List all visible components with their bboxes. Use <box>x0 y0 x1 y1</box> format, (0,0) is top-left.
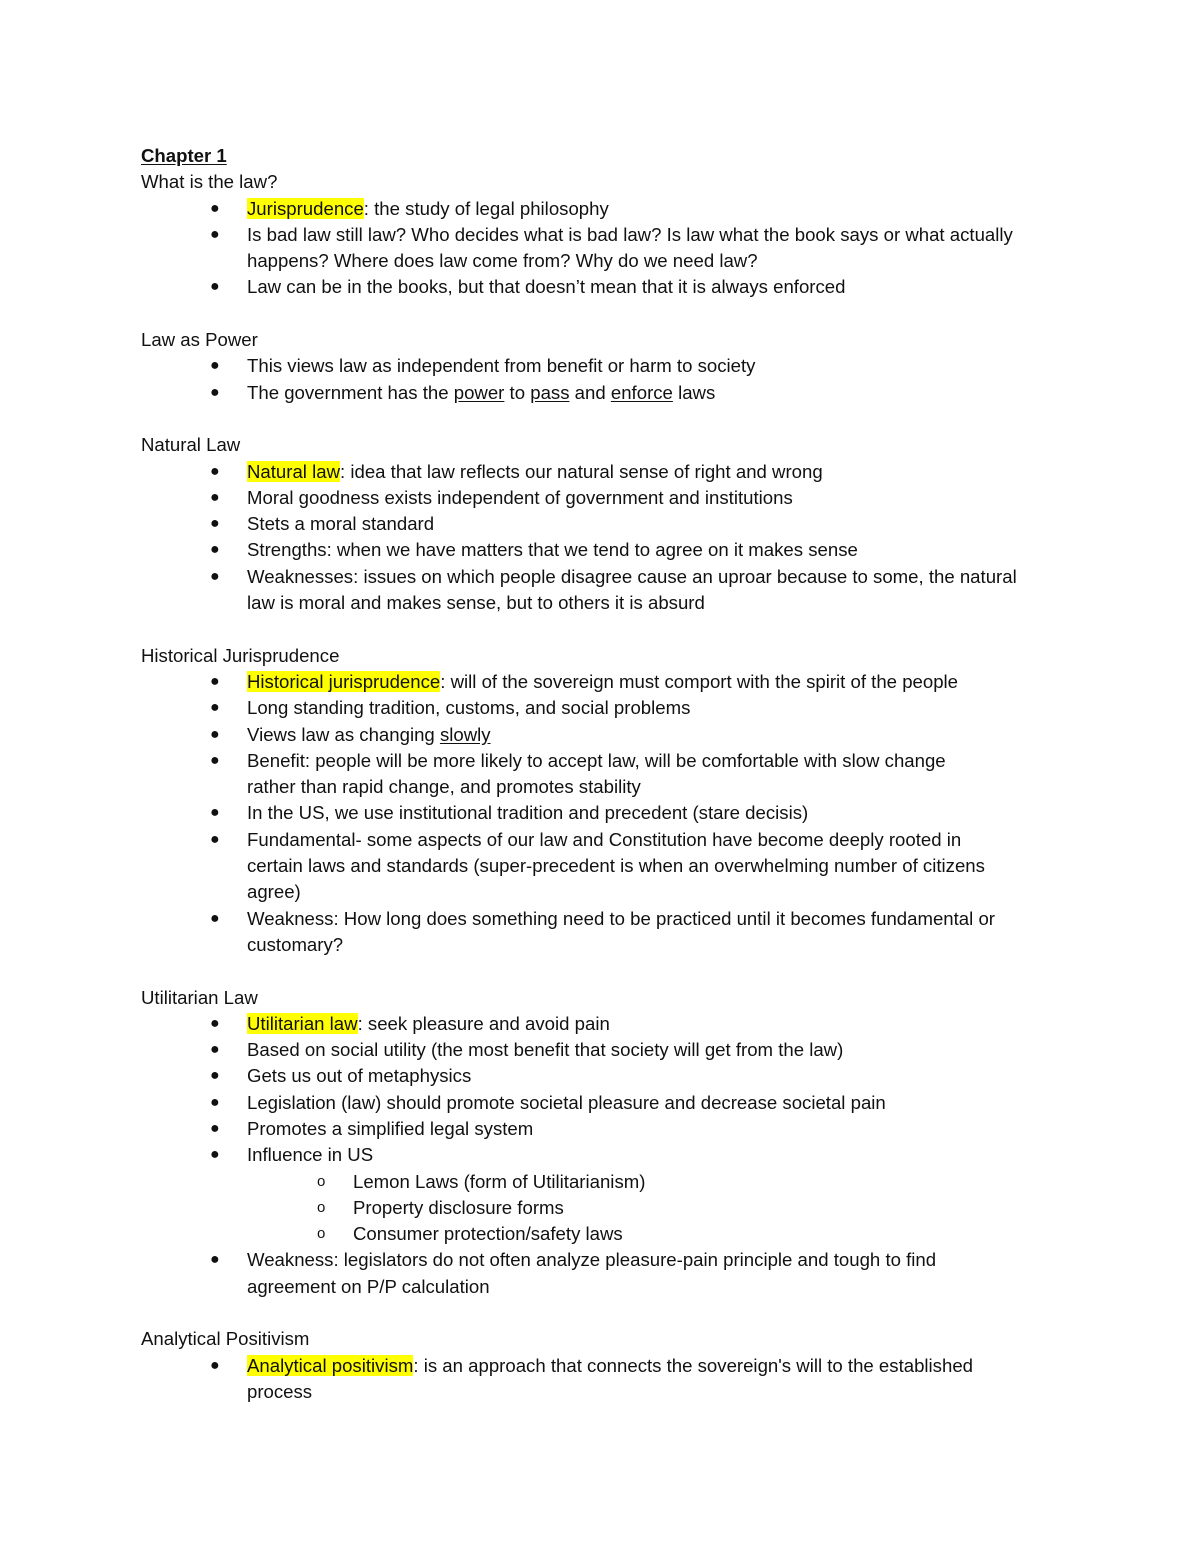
bullet-dot-icon: ● <box>210 1067 220 1085</box>
highlighted-term: Analytical positivism <box>247 1354 414 1376</box>
section-heading-law-as-power: Law as Power <box>141 329 258 351</box>
section-heading-what-is-law: What is the law? <box>141 171 278 193</box>
bullet-list-law-as-power <box>141 353 1071 406</box>
bullet-dot-icon: ● <box>210 1014 220 1032</box>
list-item: ● Promotes a simplified legal system <box>141 1116 1071 1142</box>
section-heading-analytical-positivism: Analytical Positivism <box>141 1328 310 1350</box>
bullet-dot-icon: ● <box>210 225 220 243</box>
bullet-list-natural-law <box>141 459 1071 617</box>
section-heading-utilitarian-law: Utilitarian Law <box>141 986 258 1008</box>
list-item: ● Analytical positivism: is an approach that connects the sovereign's will to the established process <box>210 1354 974 1402</box>
bullet-dot-icon: ● <box>210 1251 220 1269</box>
list-item: ● Benefit: people will be more likely to accept law, will be comfortable with slow change rather than rapid change, and promotes stability <box>210 749 946 798</box>
list-item: ● Fundamental- some aspects of our law and Constitution have become deeply rooted in certain laws and standards (super-precedent is when an overwhelming number of citizens agree) <box>210 828 985 903</box>
bullet-dot-icon: ● <box>210 1356 220 1374</box>
list-item: ● Is bad law still law? Who decides what is bad law? Is law what the book says or what actually happens? Where does law come from? Why do we need law? <box>210 223 1013 272</box>
bullet-dot-icon: ● <box>210 725 220 743</box>
bullet-dot-icon: ● <box>210 751 220 769</box>
list-item: ● Influence in US <box>141 1142 1071 1168</box>
list-item: ● The government has the power to pass and enforce laws <box>141 380 1071 406</box>
sub-bullet-circle-icon: o <box>317 1225 326 1243</box>
sub-list-item: o Lemon Laws (form of Utilitarianism) <box>141 1169 1071 1195</box>
sub-list-item: o Consumer protection/safety laws <box>141 1221 1071 1247</box>
list-item: ● Gets us out of metaphysics <box>141 1063 1071 1089</box>
bullet-dot-icon: ● <box>210 567 220 585</box>
bullet-dot-icon: ● <box>210 462 220 480</box>
bullet-dot-icon: ● <box>210 357 220 375</box>
underlined-word: power <box>453 381 505 403</box>
highlighted-term: Utilitarian law <box>247 1012 358 1034</box>
highlighted-term: Natural law <box>247 460 341 482</box>
bullet-dot-icon: ● <box>210 1119 220 1137</box>
list-item: ● Weakness: legislators do not often analyze pleasure-pain principle and tough to find agreement on P/P calculation <box>210 1249 937 1297</box>
section-heading-natural-law: Natural Law <box>141 434 241 456</box>
bullet-dot-icon: ● <box>210 672 220 690</box>
underlined-word: enforce <box>610 381 673 403</box>
bullet-dot-icon: ● <box>210 699 220 717</box>
list-item: ● Legislation (law) should promote societal pleasure and decrease societal pain <box>141 1090 1071 1116</box>
bullet-dot-icon: ● <box>210 278 220 296</box>
document-page <box>141 143 1071 1405</box>
underlined-word: slowly <box>439 723 491 745</box>
bullet-list-analytical-positivism <box>141 1353 1071 1406</box>
bullet-dot-icon: ● <box>210 488 220 506</box>
bullet-dot-icon: ● <box>210 383 220 401</box>
list-item: ● Law can be in the books, but that doesn’t mean that it is always enforced <box>141 274 1071 300</box>
bullet-dot-icon: ● <box>210 804 220 822</box>
bullet-dot-icon: ● <box>210 1146 220 1164</box>
list-item: ● Historical jurisprudence: will of the sovereign must comport with the spirit of the people <box>141 669 1071 695</box>
bullet-dot-icon: ● <box>210 909 220 927</box>
bullet-dot-icon: ● <box>210 541 220 559</box>
list-item: ● Jurisprudence: the study of legal philosophy <box>141 196 1071 222</box>
bullet-dot-icon: ● <box>210 515 220 533</box>
list-item: ● Utilitarian law: seek pleasure and avoid pain <box>141 1011 1071 1037</box>
sub-list-influence-in-us <box>141 1169 1071 1248</box>
bullet-dot-icon: ● <box>210 199 220 217</box>
list-item: ● Stets a moral standard <box>141 511 1071 537</box>
bullet-list-historical-jurisprudence <box>141 669 1071 958</box>
list-item: ● Strengths: when we have matters that we tend to agree on it makes sense <box>141 537 1071 563</box>
list-item: ● Moral goodness exists independent of government and institutions <box>141 485 1071 511</box>
list-item: ● Long standing tradition, customs, and social problems <box>141 695 1071 721</box>
list-item: ● In the US, we use institutional tradition and precedent (stare decisis) <box>141 800 1071 826</box>
list-item: ● Views law as changing slowly <box>141 722 1071 748</box>
bullet-list-what-is-law <box>141 196 1071 301</box>
list-item: ● Based on social utility (the most benefit that society will get from the law) <box>141 1037 1071 1063</box>
bullet-dot-icon: ● <box>210 1093 220 1111</box>
bullet-dot-icon: ● <box>210 1041 220 1059</box>
list-item: ● Weaknesses: issues on which people disagree cause an uproar because to some, the natural law is moral and makes sense, but to others it is absurd <box>210 565 1017 614</box>
bullet-list-utilitarian-law-cont <box>141 1247 1071 1300</box>
bullet-dot-icon: ● <box>210 830 220 848</box>
bullet-list-utilitarian-law <box>141 1011 1071 1169</box>
section-heading-historical-jurisprudence: Historical Jurisprudence <box>141 644 340 666</box>
chapter-title: Chapter 1 <box>141 145 227 166</box>
sub-bullet-circle-icon: o <box>317 1172 326 1190</box>
sub-bullet-circle-icon: o <box>317 1198 326 1216</box>
highlighted-term: Historical jurisprudence <box>247 670 441 692</box>
sub-list-item: o Property disclosure forms <box>141 1195 1071 1221</box>
list-item: ● Weakness: How long does something need to be practiced until it becomes fundamental or customary? <box>210 907 995 955</box>
list-item: ● This views law as independent from benefit or harm to society <box>141 353 1071 379</box>
highlighted-term: Jurisprudence <box>247 197 364 219</box>
list-item: ● Natural law: idea that law reflects our natural sense of right and wrong <box>141 459 1071 485</box>
underlined-word: pass <box>530 381 570 403</box>
